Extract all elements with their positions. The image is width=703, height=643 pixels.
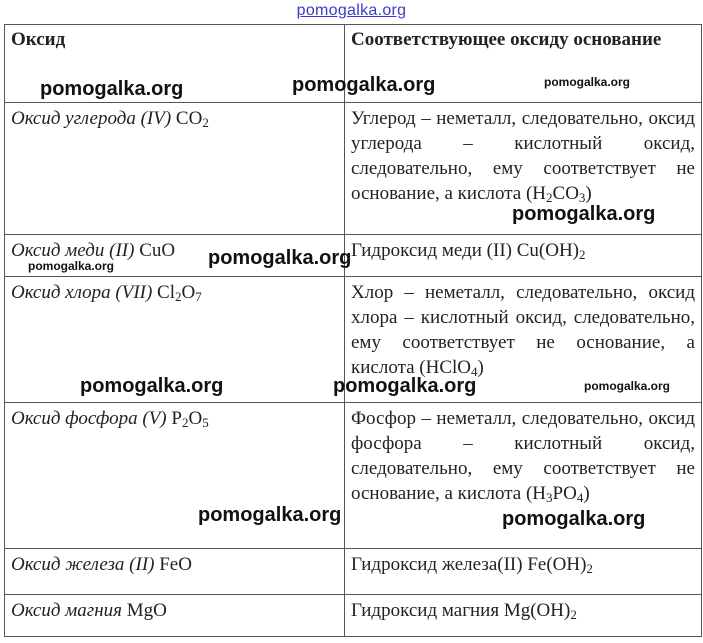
table-row (5, 549, 702, 595)
oxide-cell (5, 103, 345, 235)
oxide-name: Оксид магния (11, 600, 122, 621)
watermark: pomogalka.org (333, 375, 477, 397)
watermark: pomogalka.org (292, 74, 436, 96)
watermark: pomogalka.org (28, 259, 115, 273)
watermark: pomogalka.org (502, 508, 646, 530)
base-description: Гидроксид магния $Mg(OH)_2$ (345, 595, 702, 637)
oxide-name: Оксид меди (II) (11, 240, 135, 261)
oxide-formula: $Cl_2O_7$ (157, 282, 202, 304)
base-description: Фосфор – неметалл, следовательно, оксид фосфора – кислотный оксид, следовательно, ему соответствует не основание, а кислота $(H_3PO_4)$ (345, 403, 702, 549)
oxide-formula: $P_2O_5$ (171, 408, 209, 430)
base-description: Хлор – неметалл, следовательно, оксид хлора – кислотный оксид, следовательно, ему соответствует не основание, а кислота (HClO$_4$) (345, 277, 702, 403)
oxide-formula: MgO (126, 600, 167, 621)
oxide-formula: CuO (139, 240, 176, 261)
oxide-name: Оксид углерода (IV) (11, 108, 172, 129)
oxide-cell (5, 549, 345, 595)
base-description: Гидроксид железа(II) $Fe(OH)_2$ (345, 549, 702, 595)
watermark: pomogalka.org (40, 78, 184, 100)
oxide-formula: $CO_2$ (175, 108, 209, 130)
watermark: pomogalka.org (512, 203, 656, 225)
site-link[interactable]: pomogalka.org (296, 2, 407, 19)
watermark: pomogalka.org (208, 247, 352, 269)
watermark: pomogalka.org (584, 379, 671, 393)
watermark: pomogalka.org (80, 375, 224, 397)
watermark: pomogalka.org (544, 75, 631, 89)
base-description: Гидроксид меди (II) $Cu(OH)_2$ (345, 235, 702, 277)
header-oxide: Оксид (5, 25, 345, 103)
watermark: pomogalka.org (198, 504, 342, 526)
header-base: Соответствующее оксиду основание (345, 25, 702, 103)
table-row (5, 595, 702, 637)
oxide-name: Оксид фосфора (V) (11, 408, 167, 429)
oxide-formula: FeO (159, 554, 192, 575)
oxides-table (4, 24, 702, 637)
oxide-cell (5, 595, 345, 637)
base-description: Углерод – неметалл, следовательно, оксид углерода – кислотный оксид, следовательно, ему соответствует не основание, а кислота $(H_2CO_3)$ (345, 103, 702, 235)
oxide-name: Оксид хлора (VII) (11, 282, 153, 303)
oxide-name: Оксид железа (II) (11, 554, 155, 575)
